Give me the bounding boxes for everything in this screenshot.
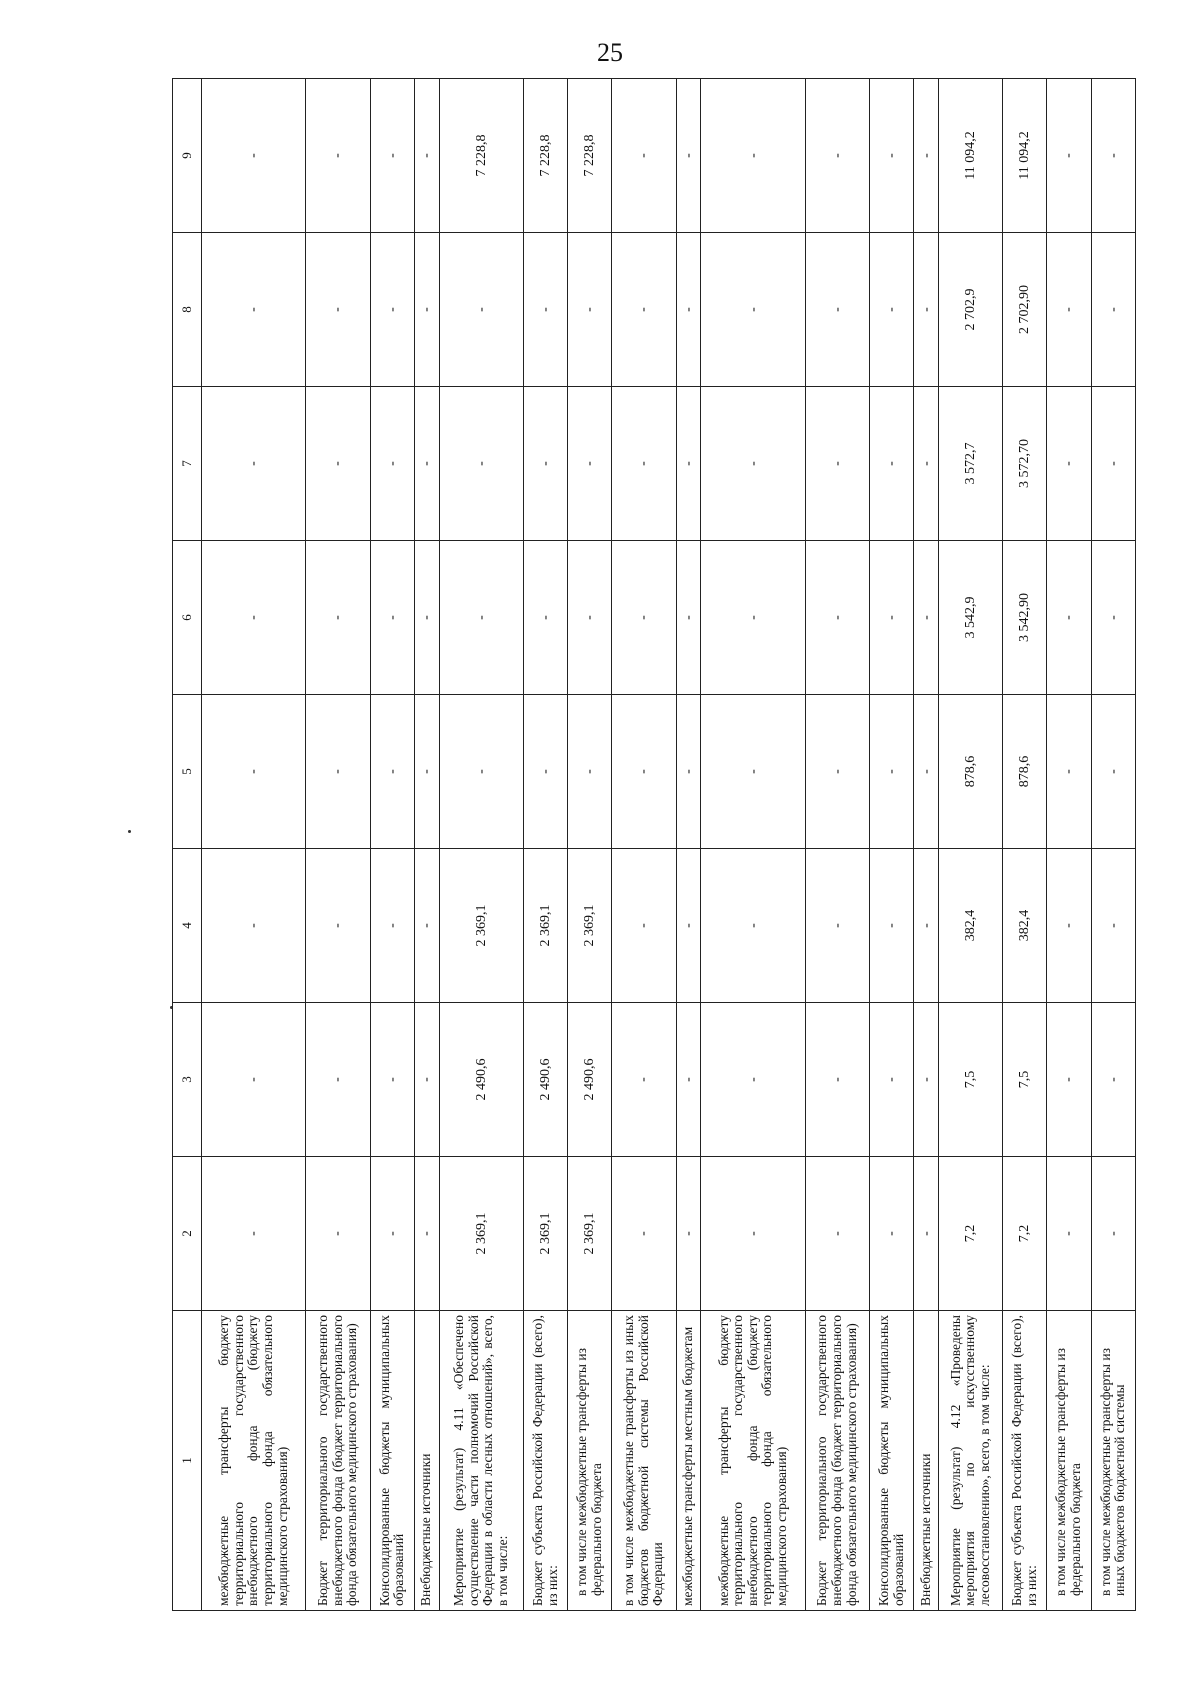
cell-value: 878,6: [1003, 695, 1047, 849]
cell-value: -: [612, 541, 676, 695]
table-row: [202, 79, 306, 1611]
cell-value: -: [568, 695, 612, 849]
cell-value: -: [1091, 1157, 1135, 1311]
cell-value: 2 490,6: [568, 1003, 612, 1157]
row-label: Бюджет субъекта Российской Федерации (всего), из них:: [523, 1311, 567, 1611]
table-row: [805, 79, 869, 1611]
row-label: Внебюджетные источники: [414, 1311, 439, 1611]
table-body: [202, 79, 1136, 1611]
budget-table: [172, 78, 1136, 1611]
cell-value: -: [439, 695, 523, 849]
cell-value: -: [414, 387, 439, 541]
cell-value: 3 572,7: [939, 387, 1003, 541]
table-row: [1091, 79, 1135, 1611]
cell-value: -: [869, 695, 913, 849]
cell-value: -: [914, 849, 939, 1003]
table-row: [676, 79, 701, 1611]
column-header-2: 2: [173, 1157, 202, 1311]
cell-value: 2 490,6: [439, 1003, 523, 1157]
cell-value: -: [439, 387, 523, 541]
table-row: [869, 79, 913, 1611]
cell-value: 878,6: [939, 695, 1003, 849]
cell-value: -: [414, 1003, 439, 1157]
column-header-9: 9: [173, 79, 202, 233]
cell-value: -: [676, 695, 701, 849]
cell-value: -: [202, 1003, 306, 1157]
header-row: [173, 79, 202, 1611]
table-row: [523, 79, 567, 1611]
cell-value: -: [1091, 849, 1135, 1003]
cell-value: -: [914, 1157, 939, 1311]
cell-value: -: [523, 233, 567, 387]
cell-value: -: [701, 1157, 805, 1311]
cell-value: -: [612, 1003, 676, 1157]
rotated-table-wrapper: [172, 79, 1136, 1611]
cell-value: -: [701, 387, 805, 541]
cell-value: -: [370, 79, 414, 233]
cell-value: -: [1091, 695, 1135, 849]
cell-value: -: [676, 541, 701, 695]
cell-value: -: [701, 695, 805, 849]
cell-value: -: [701, 79, 805, 233]
cell-value: -: [1047, 79, 1091, 233]
cell-value: 2 369,1: [439, 1157, 523, 1311]
cell-value: -: [869, 387, 913, 541]
row-label: в том числе межбюджетные трансферты из иных бюджетов бюджетной системы: [1091, 1311, 1135, 1611]
cell-value: -: [370, 849, 414, 1003]
column-header-4: 4: [173, 849, 202, 1003]
cell-value: -: [612, 849, 676, 1003]
row-label: в том числе межбюджетные трансферты из федерального бюджета: [568, 1311, 612, 1611]
cell-value: -: [202, 541, 306, 695]
cell-value: -: [914, 541, 939, 695]
cell-value: -: [439, 233, 523, 387]
row-label: Бюджет территориального государственного внебюджетного фонда (бюджет территориального фонда обязательного медицинского страхования): [805, 1311, 869, 1611]
cell-value: -: [869, 79, 913, 233]
cell-value: -: [370, 695, 414, 849]
row-label: межбюджетные трансферты местным бюджетам: [676, 1311, 701, 1611]
cell-value: -: [869, 541, 913, 695]
cell-value: -: [414, 849, 439, 1003]
table-row: [306, 79, 370, 1611]
cell-value: 2 490,6: [523, 1003, 567, 1157]
cell-value: -: [869, 1003, 913, 1157]
cell-value: -: [306, 695, 370, 849]
cell-value: 2 369,1: [568, 1157, 612, 1311]
cell-value: -: [370, 1157, 414, 1311]
cell-value: 11 094,2: [1003, 79, 1047, 233]
cell-value: -: [914, 79, 939, 233]
table-row: [1047, 79, 1091, 1611]
cell-value: -: [676, 849, 701, 1003]
cell-value: -: [414, 1157, 439, 1311]
cell-value: -: [202, 849, 306, 1003]
cell-value: -: [869, 233, 913, 387]
cell-value: 7 228,8: [523, 79, 567, 233]
cell-value: -: [439, 541, 523, 695]
cell-value: -: [1047, 387, 1091, 541]
table-row: [939, 79, 1003, 1611]
cell-value: -: [414, 79, 439, 233]
cell-value: 11 094,2: [939, 79, 1003, 233]
cell-value: -: [914, 233, 939, 387]
cell-value: -: [370, 541, 414, 695]
cell-value: -: [1047, 233, 1091, 387]
cell-value: -: [612, 387, 676, 541]
cell-value: -: [914, 387, 939, 541]
cell-value: -: [306, 849, 370, 1003]
cell-value: -: [1091, 79, 1135, 233]
cell-value: -: [805, 541, 869, 695]
cell-value: -: [676, 1003, 701, 1157]
cell-value: -: [568, 387, 612, 541]
cell-value: -: [676, 1157, 701, 1311]
cell-value: -: [805, 849, 869, 1003]
cell-value: -: [701, 541, 805, 695]
cell-value: -: [523, 541, 567, 695]
cell-value: -: [612, 695, 676, 849]
cell-value: -: [914, 1003, 939, 1157]
column-header-8: 8: [173, 233, 202, 387]
row-label: в том числе межбюджетные трансферты из федерального бюджета: [1047, 1311, 1091, 1611]
page-number: 25: [597, 38, 623, 67]
cell-value: -: [202, 233, 306, 387]
cell-value: -: [306, 1003, 370, 1157]
column-header-3: 3: [173, 1003, 202, 1157]
cell-value: -: [1047, 849, 1091, 1003]
cell-value: 7 228,8: [439, 79, 523, 233]
table-row: [568, 79, 612, 1611]
cell-value: -: [414, 695, 439, 849]
row-label: Мероприятие (результат) 4.12 «Проведены мероприятия по искусственному лесовосстановлению», всего, в том числе:: [939, 1311, 1003, 1611]
cell-value: -: [1047, 1157, 1091, 1311]
cell-value: -: [869, 849, 913, 1003]
cell-value: 2 369,1: [439, 849, 523, 1003]
table-row: [1003, 79, 1047, 1611]
cell-value: -: [701, 1003, 805, 1157]
row-label: Мероприятие (результат) 4.11 «Обеспечено осуществление части полномочий Российской Федерации в области лесных отношений», всего, в том числе:: [439, 1311, 523, 1611]
cell-value: -: [370, 387, 414, 541]
cell-value: 2 369,1: [523, 849, 567, 1003]
scan-speck: [128, 830, 131, 833]
cell-value: -: [701, 849, 805, 1003]
cell-value: 2 702,90: [1003, 233, 1047, 387]
cell-value: -: [306, 1157, 370, 1311]
cell-value: -: [612, 79, 676, 233]
cell-value: 382,4: [1003, 849, 1047, 1003]
cell-value: 3 572,70: [1003, 387, 1047, 541]
cell-value: -: [701, 233, 805, 387]
cell-value: 2 369,1: [568, 849, 612, 1003]
cell-value: -: [1047, 541, 1091, 695]
cell-value: -: [805, 695, 869, 849]
cell-value: -: [1047, 1003, 1091, 1157]
cell-value: -: [869, 1157, 913, 1311]
table-row: [414, 79, 439, 1611]
cell-value: -: [1091, 1003, 1135, 1157]
column-header-7: 7: [173, 387, 202, 541]
cell-value: -: [523, 695, 567, 849]
row-label: межбюджетные трансферты бюджету территориального государственного внебюджетного фонда (бюджету территориального фонда обязательного медицинского страхования): [202, 1311, 306, 1611]
row-label: Бюджет субъекта Российской Федерации (всего), из них:: [1003, 1311, 1047, 1611]
cell-value: -: [805, 233, 869, 387]
column-header-6: 6: [173, 541, 202, 695]
cell-value: -: [805, 79, 869, 233]
column-header-5: 5: [173, 695, 202, 849]
column-header-1: 1: [173, 1311, 202, 1611]
cell-value: -: [202, 1157, 306, 1311]
row-label: Консолидированные бюджеты муниципальных образований: [869, 1311, 913, 1611]
cell-value: -: [306, 79, 370, 233]
row-label: в том числе межбюджетные трансферты из иных бюджетов бюджетной системы Российской Федерации: [612, 1311, 676, 1611]
row-label: Бюджет территориального государственного внебюджетного фонда (бюджет территориального фонда обязательного медицинского страхования): [306, 1311, 370, 1611]
cell-value: -: [202, 695, 306, 849]
cell-value: -: [914, 695, 939, 849]
cell-value: 3 542,9: [939, 541, 1003, 695]
cell-value: -: [370, 1003, 414, 1157]
cell-value: -: [676, 387, 701, 541]
row-label: межбюджетные трансферты бюджету территориального государственного внебюджетного фонда (бюджету территориального фонда обязательного медицинского страхования): [701, 1311, 805, 1611]
cell-value: 2 702,9: [939, 233, 1003, 387]
cell-value: -: [568, 541, 612, 695]
cell-value: -: [306, 541, 370, 695]
cell-value: -: [202, 387, 306, 541]
table-row: [701, 79, 805, 1611]
cell-value: 2 369,1: [523, 1157, 567, 1311]
cell-value: -: [1091, 541, 1135, 695]
cell-value: -: [414, 541, 439, 695]
cell-value: 7,2: [939, 1157, 1003, 1311]
table-row: [439, 79, 523, 1611]
cell-value: -: [805, 387, 869, 541]
cell-value: -: [676, 233, 701, 387]
cell-value: 382,4: [939, 849, 1003, 1003]
cell-value: -: [414, 233, 439, 387]
cell-value: -: [523, 387, 567, 541]
cell-value: -: [306, 387, 370, 541]
table-row: [612, 79, 676, 1611]
cell-value: -: [568, 233, 612, 387]
cell-value: 7,2: [1003, 1157, 1047, 1311]
cell-value: 3 542,90: [1003, 541, 1047, 695]
cell-value: -: [676, 79, 701, 233]
cell-value: -: [612, 233, 676, 387]
cell-value: -: [370, 233, 414, 387]
cell-value: -: [1091, 233, 1135, 387]
cell-value: -: [306, 233, 370, 387]
cell-value: -: [805, 1157, 869, 1311]
cell-value: -: [202, 79, 306, 233]
cell-value: 7,5: [1003, 1003, 1047, 1157]
cell-value: 7,5: [939, 1003, 1003, 1157]
table-row: [370, 79, 414, 1611]
row-label: Внебюджетные источники: [914, 1311, 939, 1611]
table-row: [914, 79, 939, 1611]
row-label: Консолидированные бюджеты муниципальных образований: [370, 1311, 414, 1611]
cell-value: -: [1091, 387, 1135, 541]
cell-value: -: [1047, 695, 1091, 849]
cell-value: -: [612, 1157, 676, 1311]
cell-value: -: [805, 1003, 869, 1157]
cell-value: 7 228,8: [568, 79, 612, 233]
